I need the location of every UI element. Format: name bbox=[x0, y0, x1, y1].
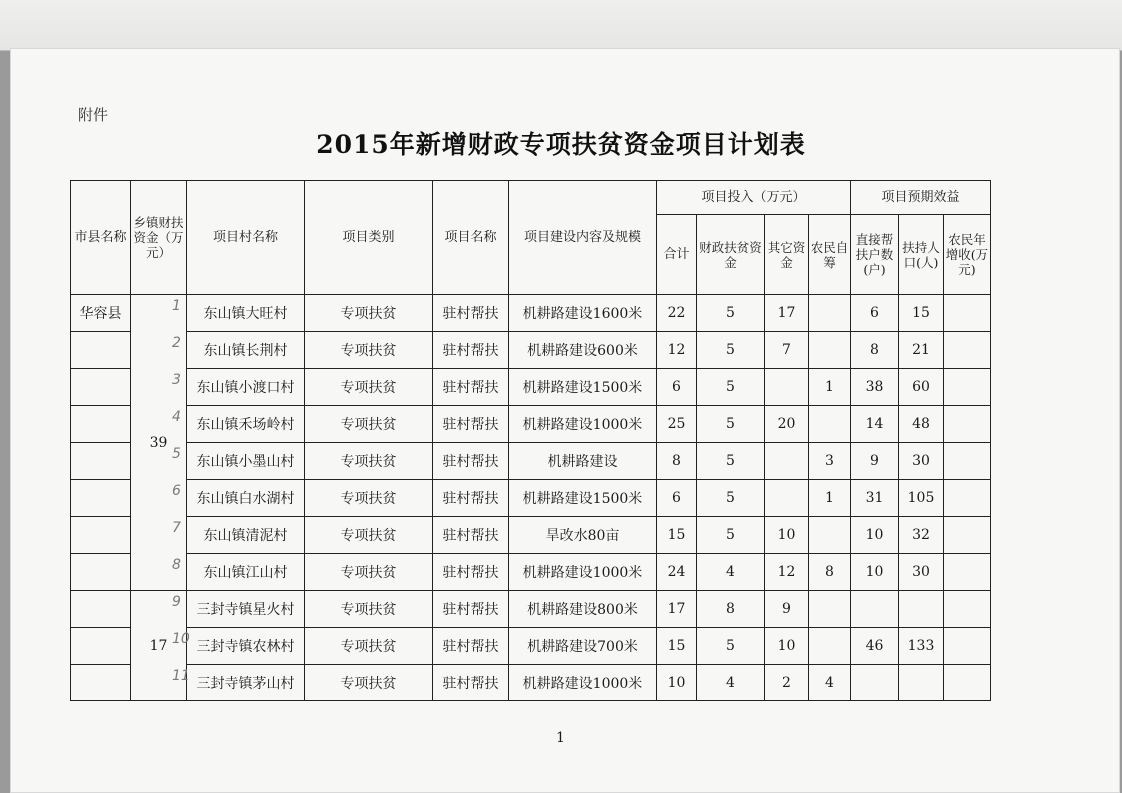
other-cell: 7 bbox=[765, 332, 809, 369]
households-cell: 6 bbox=[851, 295, 899, 332]
village-cell: 东山镇小渡口村 bbox=[187, 369, 305, 406]
category-cell: 专项扶贫 bbox=[305, 406, 433, 443]
total-cell: 10 bbox=[657, 665, 697, 701]
scan-top-edge bbox=[0, 0, 1122, 51]
content-cell: 机耕路建设700米 bbox=[509, 628, 657, 665]
project-plan-table bbox=[70, 180, 991, 701]
farmer-cell: 1 bbox=[809, 369, 851, 406]
project-name-cell: 驻村帮扶 bbox=[433, 406, 509, 443]
fiscal-cell: 8 bbox=[697, 591, 765, 628]
content-cell: 机耕路建设 bbox=[509, 443, 657, 480]
table-row bbox=[71, 406, 991, 443]
other-cell: 10 bbox=[765, 628, 809, 665]
fiscal-cell: 5 bbox=[697, 517, 765, 554]
people-cell bbox=[899, 591, 944, 628]
page-title: 2015年新增财政专项扶贫资金项目计划表 bbox=[316, 130, 806, 159]
income-cell bbox=[944, 443, 991, 480]
households-cell: 9 bbox=[851, 443, 899, 480]
households-cell: 46 bbox=[851, 628, 899, 665]
households-cell: 10 bbox=[851, 517, 899, 554]
income-cell bbox=[944, 332, 991, 369]
other-cell: 9 bbox=[765, 591, 809, 628]
table-body bbox=[71, 295, 991, 701]
category-cell: 专项扶贫 bbox=[305, 480, 433, 517]
total-cell: 24 bbox=[657, 554, 697, 591]
header-fiscal: 财政扶贫资金 bbox=[697, 215, 765, 295]
other-cell: 12 bbox=[765, 554, 809, 591]
table-row bbox=[71, 517, 991, 554]
households-cell: 8 bbox=[851, 332, 899, 369]
farmer-cell: 8 bbox=[809, 554, 851, 591]
town-fund-cell: 39 bbox=[131, 295, 187, 591]
other-cell bbox=[765, 443, 809, 480]
project-name-cell: 驻村帮扶 bbox=[433, 591, 509, 628]
fiscal-cell: 4 bbox=[697, 554, 765, 591]
people-cell: 30 bbox=[899, 443, 944, 480]
people-cell: 30 bbox=[899, 554, 944, 591]
project-name-cell: 驻村帮扶 bbox=[433, 480, 509, 517]
header-village: 项目村名称 bbox=[187, 181, 305, 295]
row-number-note: 5 bbox=[172, 446, 181, 462]
table-row bbox=[71, 332, 991, 369]
county-cell: 华容县 bbox=[71, 295, 131, 332]
village-cell: 三封寺镇星火村 bbox=[187, 591, 305, 628]
header-county: 市县名称 bbox=[71, 181, 131, 295]
header-benefit: 项目预期效益 bbox=[851, 181, 991, 215]
people-cell: 105 bbox=[899, 480, 944, 517]
row-number-note: 6 bbox=[172, 483, 181, 499]
county-cell bbox=[71, 591, 131, 628]
other-cell: 10 bbox=[765, 517, 809, 554]
people-cell bbox=[899, 665, 944, 701]
county-cell bbox=[71, 480, 131, 517]
table-row bbox=[71, 443, 991, 480]
village-cell: 东山镇禾场岭村 bbox=[187, 406, 305, 443]
income-cell bbox=[944, 628, 991, 665]
fiscal-cell: 5 bbox=[697, 628, 765, 665]
header-project-name: 项目名称 bbox=[433, 181, 509, 295]
village-cell: 东山镇长荆村 bbox=[187, 332, 305, 369]
households-cell: 31 bbox=[851, 480, 899, 517]
county-cell bbox=[71, 628, 131, 665]
people-cell: 32 bbox=[899, 517, 944, 554]
county-cell bbox=[71, 554, 131, 591]
total-cell: 12 bbox=[657, 332, 697, 369]
fiscal-cell: 5 bbox=[697, 443, 765, 480]
project-name-cell: 驻村帮扶 bbox=[433, 517, 509, 554]
people-cell: 21 bbox=[899, 332, 944, 369]
village-cell: 三封寺镇茅山村 bbox=[187, 665, 305, 701]
village-cell: 东山镇清泥村 bbox=[187, 517, 305, 554]
total-cell: 15 bbox=[657, 517, 697, 554]
content-cell: 机耕路建设1500米 bbox=[509, 369, 657, 406]
header-farmer: 农民自筹 bbox=[809, 215, 851, 295]
village-cell: 东山镇大旺村 bbox=[187, 295, 305, 332]
table-row bbox=[71, 628, 991, 665]
income-cell bbox=[944, 665, 991, 701]
fiscal-cell: 4 bbox=[697, 665, 765, 701]
farmer-cell bbox=[809, 591, 851, 628]
project-name-cell: 驻村帮扶 bbox=[433, 665, 509, 701]
other-cell bbox=[765, 369, 809, 406]
total-cell: 17 bbox=[657, 591, 697, 628]
project-name-cell: 驻村帮扶 bbox=[433, 369, 509, 406]
project-name-cell: 驻村帮扶 bbox=[433, 332, 509, 369]
income-cell bbox=[944, 369, 991, 406]
table-row bbox=[71, 295, 991, 332]
header-income: 农民年增收(万元) bbox=[944, 215, 991, 295]
annex-label: 附件 bbox=[78, 106, 109, 124]
county-cell bbox=[71, 443, 131, 480]
content-cell: 机耕路建设1600米 bbox=[509, 295, 657, 332]
people-cell: 133 bbox=[899, 628, 944, 665]
header-other: 其它资金 bbox=[765, 215, 809, 295]
total-cell: 15 bbox=[657, 628, 697, 665]
income-cell bbox=[944, 554, 991, 591]
farmer-cell: 1 bbox=[809, 480, 851, 517]
category-cell: 专项扶贫 bbox=[305, 443, 433, 480]
farmer-cell bbox=[809, 406, 851, 443]
income-cell bbox=[944, 591, 991, 628]
row-number-note: 11 bbox=[172, 668, 190, 684]
category-cell: 专项扶贫 bbox=[305, 554, 433, 591]
project-name-cell: 驻村帮扶 bbox=[433, 628, 509, 665]
row-number-note: 1 bbox=[172, 298, 181, 314]
county-cell bbox=[71, 369, 131, 406]
total-cell: 22 bbox=[657, 295, 697, 332]
header-total: 合计 bbox=[657, 215, 697, 295]
total-cell: 25 bbox=[657, 406, 697, 443]
fiscal-cell: 5 bbox=[697, 332, 765, 369]
village-cell: 东山镇江山村 bbox=[187, 554, 305, 591]
category-cell: 专项扶贫 bbox=[305, 591, 433, 628]
content-cell: 机耕路建设1000米 bbox=[509, 406, 657, 443]
farmer-cell bbox=[809, 628, 851, 665]
category-cell: 专项扶贫 bbox=[305, 517, 433, 554]
other-cell bbox=[765, 480, 809, 517]
total-cell: 8 bbox=[657, 443, 697, 480]
header-town-fund: 乡镇财扶资金（万元） bbox=[131, 181, 187, 295]
people-cell: 15 bbox=[899, 295, 944, 332]
content-cell: 机耕路建设800米 bbox=[509, 591, 657, 628]
households-cell bbox=[851, 665, 899, 701]
farmer-cell: 3 bbox=[809, 443, 851, 480]
content-cell: 机耕路建设1000米 bbox=[509, 665, 657, 701]
table-row bbox=[71, 665, 991, 701]
farmer-cell: 4 bbox=[809, 665, 851, 701]
income-cell bbox=[944, 295, 991, 332]
total-cell: 6 bbox=[657, 480, 697, 517]
category-cell: 专项扶贫 bbox=[305, 628, 433, 665]
content-cell: 机耕路建设1000米 bbox=[509, 554, 657, 591]
county-cell bbox=[71, 665, 131, 701]
project-name-cell: 驻村帮扶 bbox=[433, 443, 509, 480]
table-row bbox=[71, 591, 991, 628]
fiscal-cell: 5 bbox=[697, 295, 765, 332]
village-cell: 东山镇白水湖村 bbox=[187, 480, 305, 517]
households-cell: 38 bbox=[851, 369, 899, 406]
header-people: 扶持人口(人) bbox=[899, 215, 944, 295]
category-cell: 专项扶贫 bbox=[305, 665, 433, 701]
row-number-note: 9 bbox=[172, 594, 181, 610]
row-number-note: 7 bbox=[172, 520, 181, 536]
village-cell: 三封寺镇农林村 bbox=[187, 628, 305, 665]
table-row bbox=[71, 554, 991, 591]
households-cell bbox=[851, 591, 899, 628]
other-cell: 20 bbox=[765, 406, 809, 443]
content-cell: 旱改水80亩 bbox=[509, 517, 657, 554]
county-cell bbox=[71, 406, 131, 443]
county-cell bbox=[71, 517, 131, 554]
income-cell bbox=[944, 480, 991, 517]
other-cell: 2 bbox=[765, 665, 809, 701]
village-cell: 东山镇小墨山村 bbox=[187, 443, 305, 480]
table-row bbox=[71, 480, 991, 517]
fiscal-cell: 5 bbox=[697, 369, 765, 406]
farmer-cell bbox=[809, 332, 851, 369]
project-name-cell: 驻村帮扶 bbox=[433, 554, 509, 591]
row-number-note: 4 bbox=[172, 409, 181, 425]
row-number-note: 3 bbox=[172, 372, 181, 388]
category-cell: 专项扶贫 bbox=[305, 332, 433, 369]
households-cell: 14 bbox=[851, 406, 899, 443]
fiscal-cell: 5 bbox=[697, 406, 765, 443]
total-cell: 6 bbox=[657, 369, 697, 406]
town-fund-cell: 17 bbox=[131, 591, 187, 701]
header-investment: 项目投入（万元） bbox=[657, 181, 851, 215]
project-name-cell: 驻村帮扶 bbox=[433, 295, 509, 332]
people-cell: 48 bbox=[899, 406, 944, 443]
category-cell: 专项扶贫 bbox=[305, 295, 433, 332]
header-households: 直接帮扶户数(户) bbox=[851, 215, 899, 295]
income-cell bbox=[944, 517, 991, 554]
other-cell: 17 bbox=[765, 295, 809, 332]
table-row bbox=[71, 369, 991, 406]
header-category: 项目类别 bbox=[305, 181, 433, 295]
row-number-note: 2 bbox=[172, 335, 181, 351]
households-cell: 10 bbox=[851, 554, 899, 591]
content-cell: 机耕路建设600米 bbox=[509, 332, 657, 369]
header-content: 项目建设内容及规模 bbox=[509, 181, 657, 295]
county-cell bbox=[71, 332, 131, 369]
category-cell: 专项扶贫 bbox=[305, 369, 433, 406]
farmer-cell bbox=[809, 295, 851, 332]
row-number-note: 8 bbox=[172, 557, 181, 573]
income-cell bbox=[944, 406, 991, 443]
content-cell: 机耕路建设1500米 bbox=[509, 480, 657, 517]
farmer-cell bbox=[809, 517, 851, 554]
people-cell: 60 bbox=[899, 369, 944, 406]
page-number: 1 bbox=[556, 730, 565, 746]
fiscal-cell: 5 bbox=[697, 480, 765, 517]
row-number-note: 10 bbox=[172, 631, 190, 647]
